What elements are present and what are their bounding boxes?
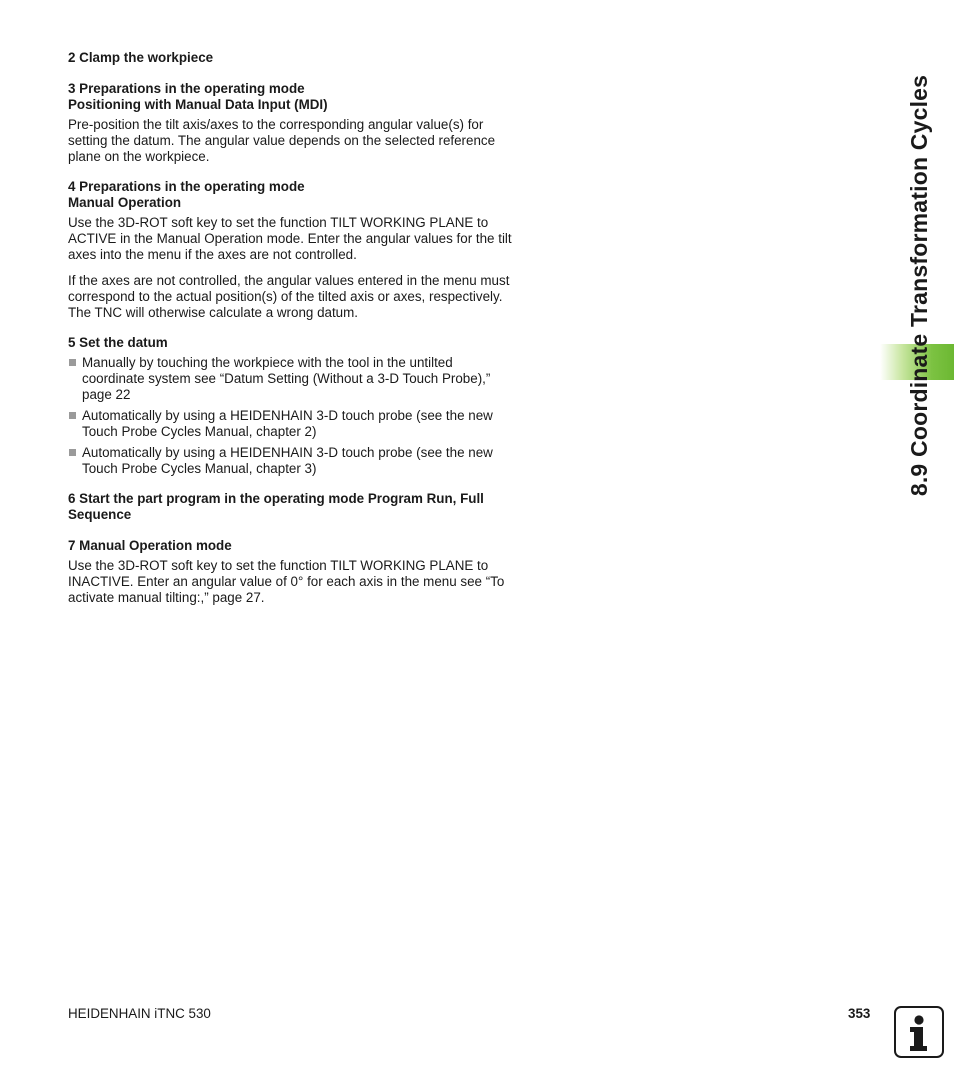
step-4-paragraph-1: Use the 3D-ROT soft key to set the function TILT WORKING PLANE to ACTIVE in the Manual Operation mode. Enter the angular values for the tilt axes into the menu if the axes are not controlled. <box>68 215 512 262</box>
info-icon <box>894 1006 944 1058</box>
list-item <box>68 445 513 477</box>
step-2-heading: 2 Clamp the workpiece <box>68 50 214 65</box>
step-6-heading: 6 Start the part program in the operating mode Program Run, Full Sequence <box>68 491 484 522</box>
bullet-square-icon <box>69 449 76 456</box>
main-content <box>68 50 513 606</box>
chapter-side-title <box>889 45 951 525</box>
step-3-paragraph: Pre-position the tilt axis/axes to the corresponding angular value(s) for setting the datum. The angular value depends on the selected reference plane on the workpiece. <box>68 117 496 164</box>
step-7-paragraph: Use the 3D-ROT soft key to set the function TILT WORKING PLANE to INACTIVE. Enter an angular value of 0° for each axis in the menu see “To activate manual tilting:,” page 27. <box>68 558 505 605</box>
bullet-square-icon <box>69 412 76 419</box>
step-3-heading-line2: Positioning with Manual Data Input (MDI) <box>68 97 328 112</box>
side-title-text: 8.9 Coordinate Transformation Cycles <box>906 74 933 496</box>
step-7-heading: 7 Manual Operation mode <box>68 538 232 553</box>
bullet-square-icon <box>69 359 76 366</box>
step-4-heading-line2: Manual Operation <box>68 195 182 210</box>
list-item-text: Automatically by using a HEIDENHAIN 3-D touch probe (see the new Touch Probe Cycles Manual, chapter 2) <box>82 408 493 439</box>
list-item <box>68 408 513 440</box>
footer-product: HEIDENHAIN iTNC 530 <box>68 1006 211 1021</box>
step-5-heading: 5 Set the datum <box>68 335 168 350</box>
step-4-heading-line1: 4 Preparations in the operating mode <box>68 179 305 194</box>
list-item <box>68 355 513 403</box>
step-3-heading-line1: 3 Preparations in the operating mode <box>68 81 305 96</box>
page-number: 353 <box>848 1006 871 1021</box>
list-item-text: Automatically by using a HEIDENHAIN 3-D touch probe (see the new Touch Probe Cycles Manual, chapter 3) <box>82 445 493 476</box>
step-4-paragraph-2: If the axes are not controlled, the angular values entered in the menu must correspond to the actual position(s) of the tilted axis or axes, respectively. The TNC will otherwise calculate a wrong datum. <box>68 273 510 320</box>
list-item-text: Manually by touching the workpiece with the tool in the untilted coordinate system see “Datum Setting (Without a 3-D Touch Probe),” page 22 <box>82 355 491 402</box>
